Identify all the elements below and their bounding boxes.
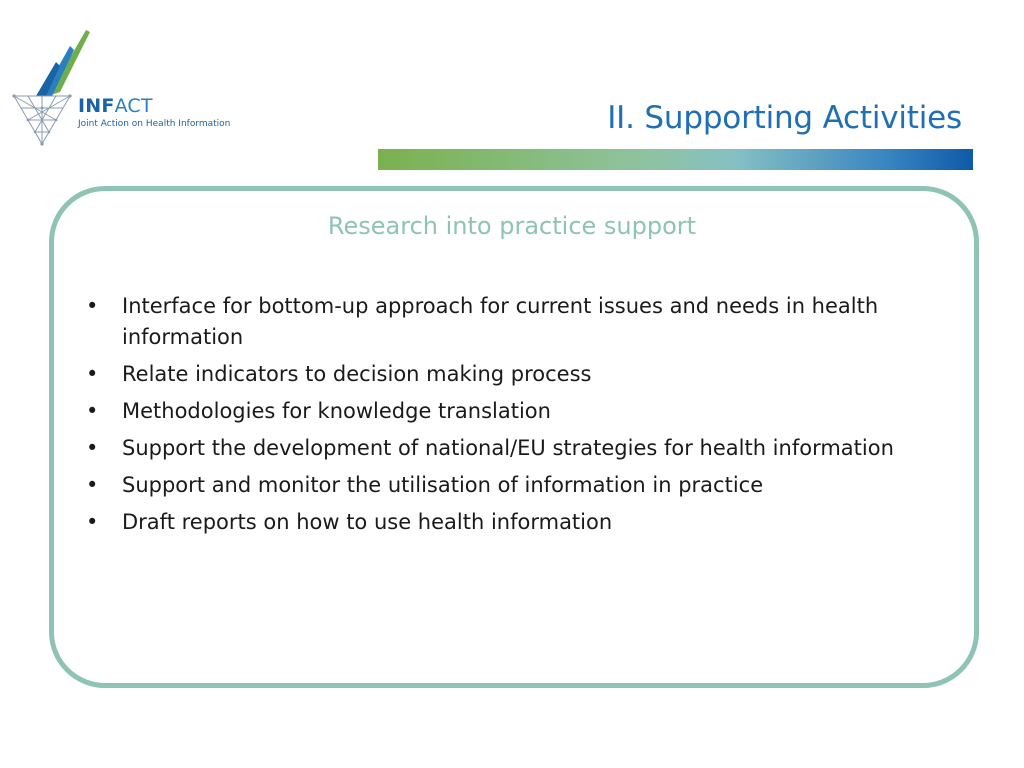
logo-text <box>78 95 230 130</box>
bullet-item <box>86 291 966 353</box>
bullet-text: Draft reports on how to use health information <box>122 510 613 534</box>
bullet-item <box>86 433 966 464</box>
bullet-dot: • <box>86 362 99 386</box>
logo-wordmark-part2: ACT <box>114 95 153 117</box>
logo-tagline: Joint Action on Health Information <box>78 119 231 129</box>
bullet-dot: • <box>86 510 99 534</box>
logo-wordmark <box>78 95 230 117</box>
bullet-dot: • <box>86 473 99 497</box>
logo-wordmark-part1: INF <box>78 95 115 117</box>
bullet-dot: • <box>86 294 99 318</box>
infact-logo-emblem-icon <box>8 26 98 152</box>
bullet-item <box>86 470 966 501</box>
bullet-text: Relate indicators to decision making process <box>122 362 592 386</box>
bullet-text: Support and monitor the utilisation of information in practice <box>122 473 764 497</box>
bullet-list <box>86 291 966 544</box>
bullet-dot: • <box>86 399 99 423</box>
content-subtitle: Research into practice support <box>327 212 697 240</box>
title-gradient-bar <box>378 149 973 170</box>
bullet-item <box>86 507 966 538</box>
bullet-text: Interface for bottom-up approach for current issues and needs in health information <box>122 294 879 349</box>
bullet-text: Methodologies for knowledge translation <box>122 399 551 423</box>
bullet-item <box>86 359 966 390</box>
bullet-dot: • <box>86 436 99 460</box>
bullet-text: Support the development of national/EU strategies for health information <box>122 436 894 460</box>
infact-logo <box>8 26 238 152</box>
bullet-item <box>86 396 966 427</box>
slide-title: II. Supporting Activities <box>607 100 962 136</box>
